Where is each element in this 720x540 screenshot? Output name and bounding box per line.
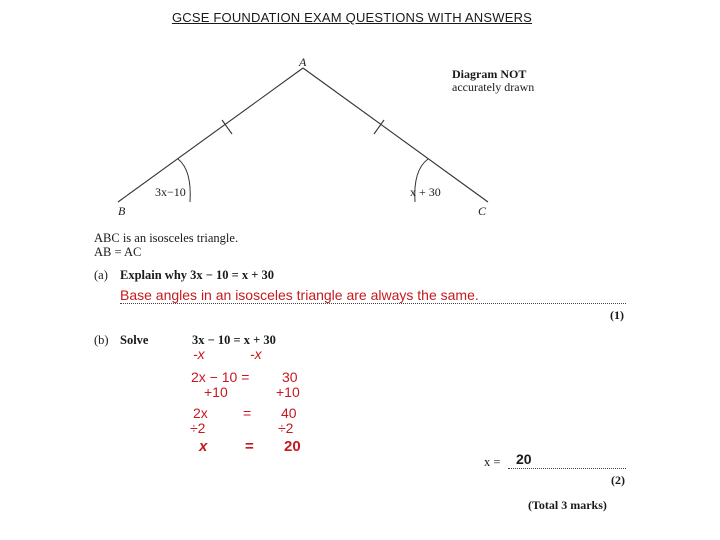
work-r2-right: 30 [282,369,298,385]
diagram-note-line1: Diagram NOT [452,67,527,81]
answer-line [508,467,626,469]
vertex-label-a: A [299,55,307,69]
work-r5-left: ÷2 [190,420,206,436]
answer-prefix: x = [484,455,501,469]
work-r6-left: x [199,438,208,455]
tick-ab [222,120,232,134]
work-r1-right: -x [250,346,262,362]
work-r6-mid: = [245,438,254,455]
total-marks: (Total 3 marks) [528,498,607,512]
part-b-equation: 3x − 10 = x + 30 [192,333,276,347]
part-a-label: (a) [94,268,108,282]
tick-ac [374,120,384,134]
statement-isosceles: ABC is an isosceles triangle. [94,231,239,245]
part-b-marks: (2) [611,473,625,487]
page-title: GCSE FOUNDATION EXAM QUESTIONS WITH ANSWERS [171,10,533,25]
work-r5-right: ÷2 [278,420,294,436]
work-r4-right: 40 [281,405,297,421]
angle-label-b: 3x−10 [155,185,186,199]
angle-label-c: x + 30 [410,185,441,199]
part-a-question: Explain why 3x − 10 = x + 30 [120,268,275,282]
part-a-marks: (1) [610,308,624,322]
part-b-label: (b) [94,333,109,347]
part-a-answer: Base angles in an isosceles triangle are always the same. [120,287,626,304]
answer-value: 20 [516,451,532,467]
statement-equal-sides: AB = AC [94,245,142,259]
work-r6-right: 20 [284,438,301,455]
work-r1-left: -x [193,346,205,362]
diagram-note-line2: accurately drawn [452,80,535,94]
work-r4-left: 2x [193,405,208,421]
side-ab [118,68,303,202]
diagram-note [452,68,534,94]
work-r2-left: 2x − 10 = [191,369,250,385]
work-r3-right: +10 [276,384,300,400]
vertex-label-c: C [478,204,487,218]
vertex-label-b: B [118,204,126,218]
work-r3-left: +10 [204,384,228,400]
part-b-question: Solve [120,333,149,347]
work-r4-mid: = [243,405,252,421]
